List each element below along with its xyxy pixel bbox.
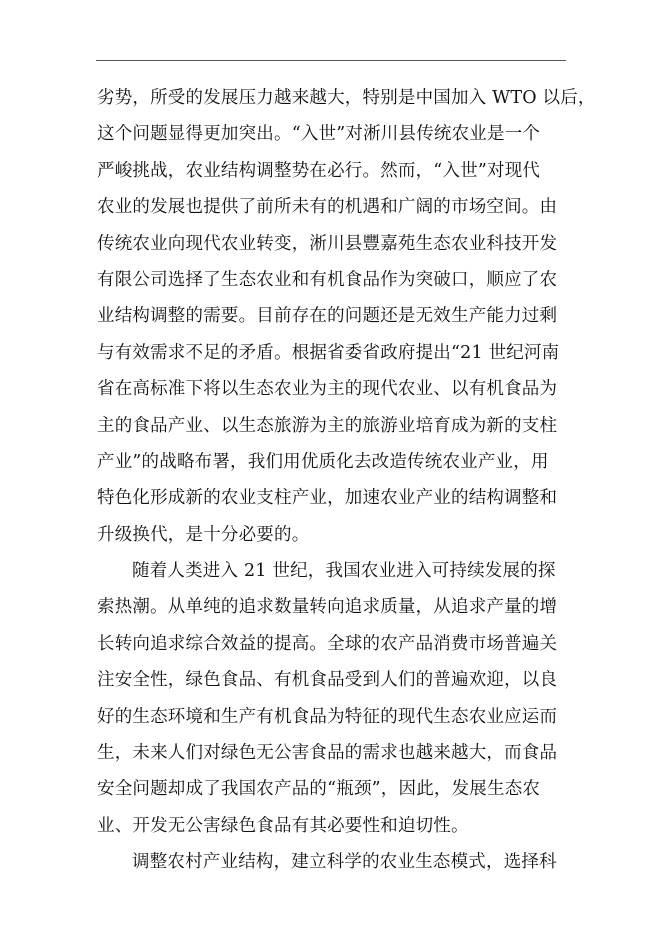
paragraph-1 (97, 84, 596, 557)
text-line: 业结构调整的需要。目前存在的问题还是无效生产能力过剩 (97, 306, 558, 327)
text-line: 省在高标准下将以生态农业为主的现代农业、以有机食品为 (97, 379, 558, 400)
text-line: 安全问题却成了我国农产品的“瓶颈”，因此，发展生态农 (97, 779, 541, 800)
text-line: 业、开发无公害绿色食品有其必要性和迫切性。 (97, 815, 469, 836)
paragraph-2 (97, 557, 569, 848)
text-line: 劣势，所受的发展压力越来越大，特别是中国加入 WTO 以后， (97, 88, 596, 108)
text-line: 特色化形成新的农业支柱产业，加速农业产业的结构调整和 (97, 488, 558, 509)
text-line: 有限公司选择了生态农业和有机食品作为突破口，顺应了农 (97, 269, 558, 290)
text-line: 农业的发展也提供了前所未有的机遇和广阔的市场空间。由 (97, 197, 558, 218)
text-line-first: 随着人类进入 21 世纪，我国农业进入可持续发展的探 (132, 561, 556, 582)
header-rule (96, 60, 566, 61)
text-line: 索热潮。从单纯的追求数量转向追求质量，从追求产量的增 (97, 597, 558, 618)
text-line: 注安全性，绿色食品、有机食品受到人们的普遍欢迎，以良 (97, 670, 558, 691)
text-line: 生，未来人们对绿色无公害食品的需求也越来越大，而食品 (97, 743, 558, 764)
text-line: 传统农业向现代农业转变，淅川县豐嘉苑生态农业科技开发 (97, 233, 558, 254)
text-line: 好的生态环境和生产有机食品为特征的现代生态农业应运而 (97, 706, 558, 727)
text-line: 主的食品产业、以生态旅游为主的旅游业培育成为新的支柱 (97, 415, 558, 436)
text-line-first: 调整农村产业结构，建立科学的农业生态模式，选择科 (132, 852, 557, 873)
text-line: 这个问题显得更加突出。“入世”对淅川县传统农业是一个 (97, 124, 541, 145)
text-line: 长转向追求综合效益的提高。全球的农产品消费市场普遍关 (97, 633, 558, 654)
body-text (97, 84, 596, 885)
text-line: 产业”的战略布署，我们用优质化去改造传统农业产业，用 (97, 451, 549, 472)
text-line: 升级换代，是十分必要的。 (97, 524, 310, 545)
paragraph-3 (97, 848, 569, 884)
text-line: 与有效需求不足的矛盾。根据省委省政府提出“21 世纪河南 (97, 342, 560, 363)
text-line: 严峻挑战，农业结构调整势在必行。然而，“入世”对现代 (97, 160, 541, 181)
